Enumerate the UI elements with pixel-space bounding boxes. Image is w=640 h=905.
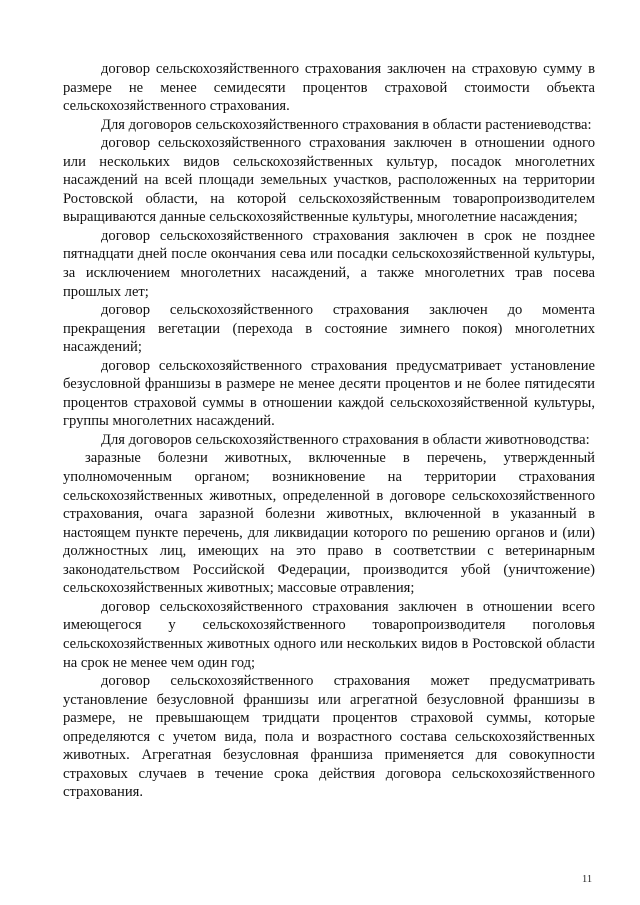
body-text	[63, 60, 595, 802]
paragraph: заразные болезни животных, включенные в перечень, утвержденный уполномоченным органом; возникновение на территории страхования сельскохозяйственных животных, определенной в договоре сельскохозяйственного страхования, очага заразной болезни животных, включенной в указанный в настоящем пункте перечень, для ликвидации которого по решению органов и (или) должностных лиц, имеющих на это право в соответствии с ветеринарным законодательством Российской Федерации, производится убой (уничтожение) сельскохозяйственных животных; массовые отравления;	[63, 450, 595, 597]
paragraph: Для договоров сельскохозяйственного страхования в области животноводства:	[101, 431, 590, 448]
paragraph: договор сельскохозяйственного страхования предусматривает установление безусловной франшизы в размере не менее десяти процентов и не более пятидесяти процентов страховой суммы в отношении каждой сельскохозяйственной культуры, группы многолетних насаждений.	[63, 357, 595, 430]
paragraph: договор сельскохозяйственного страхования заключен до момента прекращения вегетации (перехода в состояние зимнего покоя) многолетних насаждений;	[63, 302, 595, 356]
paragraph: договор сельскохозяйственного страхования может предусматривать установление безусловной франшизы или агрегатной безусловной франшизы в размере, не превышающем тридцати процентов страховой суммы, которые определяются с учетом вида, пола и возрастного состава сельскохозяйственных животных. Агрегатная безусловная франшиза применяется для совокупности страховых случаев в течение срока действия договора сельскохозяйственного страхования.	[63, 673, 595, 801]
paragraph: Для договоров сельскохозяйственного страхования в области растениеводства:	[101, 116, 592, 133]
page-number: 11	[582, 874, 593, 885]
paragraph: договор сельскохозяйственного страхования заключен в отношении одного или нескольких видов сельскохозяйственных культур, посадок многолетних насаждений на всей площади земельных участков, расположенных на территории Ростовской области, на которой сельскохозяйственным товаропроизводителем выращиваются данные сельскохозяйственные культуры, многолетние насаждения;	[63, 135, 595, 226]
paragraph: договор сельскохозяйственного страхования заключен на страховую сумму в размере не менее семидесяти процентов страховой стоимости объекта сельскохозяйственного страхования.	[63, 61, 595, 115]
paragraph: договор сельскохозяйственного страхования заключен в срок не позднее пятнадцати дней после окончания сева или посадки сельскохозяйственной культуры, за исключением многолетних насаждений, а также многолетних трав посева прошлых лет;	[63, 227, 595, 300]
paragraph: договор сельскохозяйственного страхования заключен в отношении всего имеющегося у сельскохозяйственного товаропроизводителя поголовья сельскохозяйственных животных одного или нескольких видов в Ростовской области на срок не менее чем один год;	[63, 598, 595, 671]
